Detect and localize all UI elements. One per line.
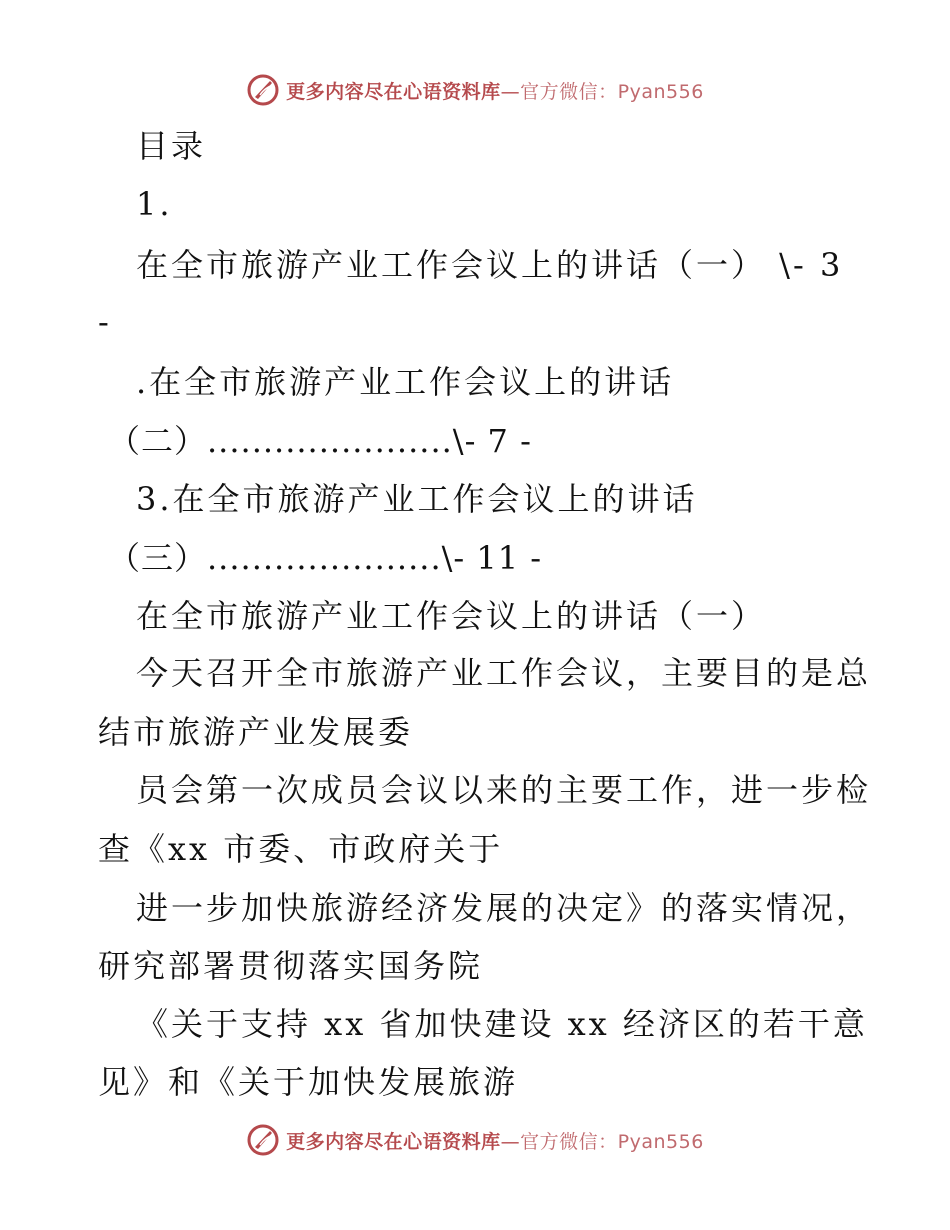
paragraph-line: 《关于支持 xx 省加快建设 xx 经济区的若干意	[136, 1005, 868, 1043]
section-title: 在全市旅游产业工作会议上的讲话（一）	[136, 597, 767, 635]
paragraph-line: 员会第一次成员会议以来的主要工作，进一步检	[136, 771, 872, 809]
toc-heading: 目录	[136, 127, 207, 165]
toc-item2-title: .在全市旅游产业工作会议上的讲话	[136, 363, 675, 401]
toc-item1-title: 在全市旅游产业工作会议上的讲话（一） \- 3	[136, 246, 844, 284]
watermark-text	[286, 77, 704, 104]
paragraph-line: 查《xx 市委、市政府关于	[98, 830, 504, 868]
watermark-group	[246, 1123, 704, 1157]
toc-item1-tail: -	[98, 303, 112, 341]
watermark-text	[286, 1127, 704, 1154]
watermark-brand: 更多内容尽在心语资料库	[286, 80, 501, 103]
watermark-separator: —	[500, 1130, 521, 1153]
header-watermark	[0, 70, 950, 110]
watermark-brand: 更多内容尽在心语资料库	[286, 1130, 501, 1153]
watermark-separator: —	[500, 80, 521, 103]
toc-item3-entry: （三）.....................\- 11 -	[108, 539, 543, 577]
toc-item3-title: 3.在全市旅游产业工作会议上的讲话	[136, 480, 698, 518]
quill-logo-icon	[246, 73, 280, 107]
toc-item1-number: 1.	[136, 185, 173, 223]
watermark-contact: 官方微信：Pyan556	[520, 1130, 704, 1153]
paragraph-line: 结市旅游产业发展委	[98, 713, 414, 751]
paragraph-line: 研究部署贯彻落实国务院	[98, 947, 484, 985]
footer-watermark	[0, 1120, 950, 1160]
toc-item2-entry: （二）......................\- 7 -	[108, 422, 532, 460]
paragraph-line: 今天召开全市旅游产业工作会议，主要目的是总	[136, 654, 872, 692]
paragraph-line: 见》和《关于加快发展旅游	[98, 1063, 519, 1101]
watermark-group	[246, 73, 704, 107]
quill-logo-icon	[246, 1123, 280, 1157]
paragraph-line: 进一步加快旅游经济发展的决定》的落实情况，	[136, 889, 872, 927]
watermark-contact: 官方微信：Pyan556	[520, 80, 704, 103]
